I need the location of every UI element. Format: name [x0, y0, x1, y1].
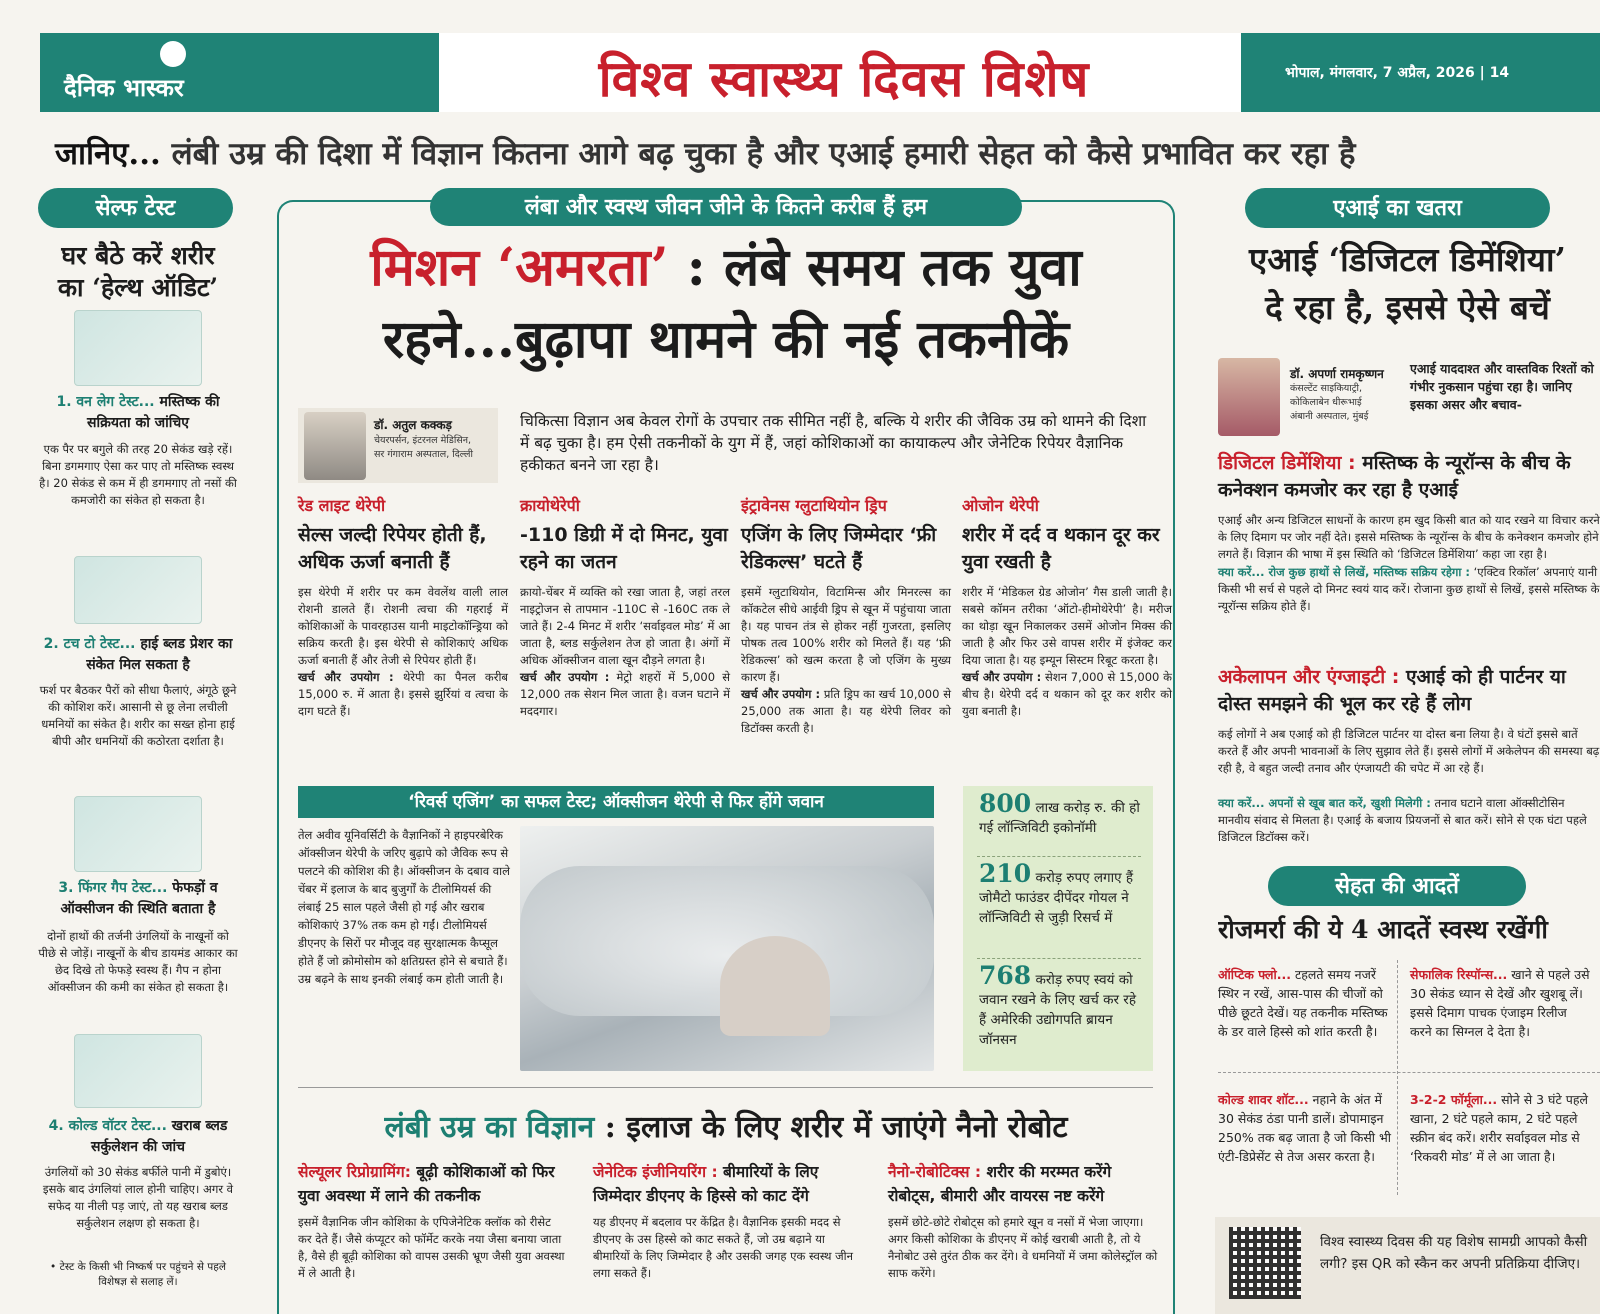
patient-shape [720, 936, 830, 1036]
doctor-photo [1218, 358, 1280, 436]
therapy-head: शरीर में दर्द व थकान दूर कर युवा रखती है [962, 524, 1160, 573]
therapy-cost: खर्च और उपयोग : मेट्रो शहरों में 5,000 से 12,000 तक सेशन मिल जाता है। वजन घटाने में मददगार। [520, 670, 730, 718]
test-body: दोनों हाथों की तर्जनी उंगलियों के नाखूनों को पीछे से जोड़ें। नाखूनों के बीच डायमंड आकार का छेद दिखे तो फेफड़े स्वस्थ हैं। गैप न होना ऑक्सीजन की कमी का संकेत हो सकता है। [38, 929, 238, 994]
page-title: विश्व स्वास्थ्य दिवस विशेष [598, 49, 1090, 108]
self-test-heading [38, 240, 238, 304]
headline-line-2: रहने...बुढ़ापा थामने की नई तकनीकें [382, 309, 1070, 370]
digital-dementia-action: क्या करें... रोज कुछ हाथों से लिखें, मस्तिष्क सक्रिय रहेगा : ‘एक्टिव रिकॉल’ अपनाएं यानी किसी भी सर्च से पहले दो मिनट स्वयं याद करें। रोजाना कुछ हाथों से लिखें, इससे मस्तिष्क के न्यूरॉन्स सक्रिय होते हैं। [1218, 565, 1600, 613]
therapy-tag: क्रायोथेरेपी [520, 496, 580, 515]
self-test-pill: सेल्फ टेस्ट [38, 188, 233, 228]
therapy-body: इसमें ग्लुटाथियोन, विटामिन्स और मिनरल्स का कॉकटेल सीधे आईवी ड्रिप से खून में पहुंचाया जाता है। यह पाचन तंत्र से होकर नहीं गुजरता, इसलिए पोषक तत्व 100% शरीर को मिलते हैं। यह ‘फ्री रेडिकल्स’ को खत्म करता है जो एजिंग के मुख्य कारण हैं। [741, 585, 951, 684]
test-body: उंगलियों को 30 सेकंड बर्फीले पानी में डुबोएं। इसके बाद उंगलियां लाल होनी चाहिए। अगर वे सफेद या नीली पड़ जाएं, तो यह खराब ब्लड सर्कुलेशन लक्षण हो सकता है। [42, 1165, 234, 1230]
test-title: 4. कोल्ड वॉटर टेस्ट... खराब ब्लड सर्कुलेशन की जांच [48, 1118, 228, 1155]
habit-item: कोल्ड शावर शॉट... नहाने के अंत में 30 सेकंड ठंडा पानी डालें। डोपामाइन 250% तक बढ़ जाता है जो किसी भी एंटी-डिप्रेसेंट से तेज असर करता है। [1218, 1092, 1392, 1164]
self-test-column [38, 188, 238, 1314]
therapy-tag: इंट्रावेनस ग्लुटाथियोन ड्रिप [741, 496, 887, 515]
doctor-name: डॉ. अपर्णा रामकृष्णन [1290, 367, 1384, 381]
masthead [40, 33, 1600, 112]
subhead-rest: लंबी उम्र की दिशा में विज्ञान कितना आगे बढ़ चुका है और एआई हमारी सेहत को कैसे प्रभावित कर रहा है [160, 136, 1356, 172]
digital-dementia-body: एआई और अन्य डिजिटल साधनों के कारण हम खुद किसी बात को याद रखने या विचार करने के लिए दिमाग पर जोर नहीं देते। इससे मस्तिष्क के न्यूरॉन्स के बीच के कनेक्शन कमजोर होने लगते हैं। विज्ञान की भाषा में इस स्थिति को ‘डिजिटल डिमेंशिया’ कहा जा रहा है। [1218, 513, 1600, 561]
test-title: 3. फिंगर गैप टेस्ट... फेफड़ों व ऑक्सीजन की स्थिति बताता है [58, 880, 218, 917]
self-test-heading-line-2: का ‘हेल्थ ऑडिट’ [57, 273, 219, 302]
ai-danger-pill: एआई का खतरा [1245, 188, 1550, 228]
therapy-head: सेल्स जल्दी रिपेयर होती हैं, अधिक ऊर्जा बनाती हैं [298, 524, 487, 573]
stat-divider [977, 856, 1141, 857]
masthead-title-box [435, 33, 1245, 112]
test-title: 1. वन लेग टेस्ट... मस्तिष्क की सक्रियता को जांचिए [56, 394, 220, 431]
feedback-text: विश्व स्वास्थ्य दिवस की यह विशेष सामग्री आपको कैसी लगी? इस QR को स्कैन कर अपनी प्रतिक्रिया दीजिए। [1320, 1234, 1588, 1272]
loneliness-body: कई लोगों ने अब एआई को ही डिजिटल पार्टनर या दोस्त बना लिया है। वे घंटों इससे बातें करते हैं और अपनी भावनाओं के लिए सुझाव लेते हैं। इससे लोगों में अकेलेपन की समस्या बढ़ रही है, वे बहुत जल्दी तनाव और एंग्जायटी की चपेट में आ रहे हैं। [1218, 727, 1600, 775]
subhead-lead: जानिए... [55, 136, 161, 172]
nano-body: यह डीएनए में बदलाव पर केंद्रित है। वैज्ञानिक इसकी मदद से डीएनए के उस हिस्से को काट सकते हैं, जो उम्र बढ़ाने या बीमारियों के लिए जिम्मेदार है और उसकी जगह एक स्वस्थ जीन लगा सकते हैं। [593, 1215, 853, 1280]
habit-item: 3-2-2 फॉर्मूला... सोने से 3 घंटे पहले खाना, 2 घंटे पहले काम, 2 घंटे पहले स्क्रीन बंद करें। शरीर सर्वाइवल मोड से ‘रिकवरी मोड’ में ले आ जाता है। [1410, 1092, 1588, 1164]
feedback-box [1215, 1217, 1600, 1314]
doctor-role: कंसल्टेंट साइकियाट्री, कोकिलाबेन धीरूभाई अंबानी अस्पताल, मुंबई [1290, 383, 1369, 422]
main-headline [277, 232, 1175, 376]
ai-headline: एआई ‘डिजिटल डिमेंशिया’ दे रहा है, इससे ऐसे बचें [1249, 240, 1566, 327]
doctor-role: चेयरपर्सन, इंटरनल मेडिसिन, सर गंगाराम अस्पताल, दिल्ली [374, 435, 473, 460]
digital-dementia-head: डिजिटल डिमेंशिया : मस्तिष्क के न्यूरॉन्स के बीच के कनेक्शन कमजोर कर रहा है एआई [1218, 452, 1571, 501]
nano-head: नैनो-रोबोटिक्स : शरीर की मरम्मत करेंगे रोबोट्स, बीमारी और वायरस नष्ट करेंगे [888, 1163, 1112, 1205]
therapy-ozone [962, 494, 1172, 720]
therapy-tag: ओजोन थेरेपी [962, 496, 1039, 515]
qr-code-icon[interactable] [1229, 1227, 1301, 1299]
reverse-aging-body: तेल अवीव यूनिवर्सिटी के वैज्ञानिकों ने हाइपरबेरिक ऑक्सीजन थेरेपी के जरिए बुढ़ापे को जैविक रूप से पलटने की कोशिश की है। ऑक्सीजन के दबाव वाले चेंबर में इलाज के बाद बुजुर्गों के टीलोमियर्स की लंबाई 25 साल पहले जैसी हो गई और खराब कोशिकाएं 37% तक कम हो गईं। टीलोमियर्स डीएनए के सिरों पर मौजूद वह सुरक्षात्मक कैप्सूल होते हैं जो क्रोमोसोम को क्षतिग्रस्त होने से बचाते हैं। उम्र बढ़ने के साथ इनकी लंबाई कम होती जाती है। [298, 828, 510, 986]
nano-column-reprogramming [298, 1160, 568, 1282]
finger-gap-illustration [74, 796, 202, 872]
therapy-red-light [298, 494, 508, 720]
therapy-cost: खर्च और उपयोग : सेशन 7,000 से 15,000 के बीच है। थेरेपी दर्द व थकान को दूर कर शरीर को युवा बनाती है। [962, 670, 1172, 718]
headline-red: मिशन ‘अमरता’ [370, 237, 669, 298]
therapy-head: -110 डिग्री में दो मिनट, युवा रहने का जतन [520, 524, 728, 573]
stat-item: 210 करोड़ रुपए लगाए हैं जोमैटो फाउंडर दीपेंदर गोयल ने लॉन्जिविटी से जुड़ी रिसर्च में [979, 859, 1134, 926]
loneliness-head: अकेलापन और एंग्जाइटी : एआई को ही पार्टनर या दोस्त समझने की भूल कर रहे हैं लोग [1218, 666, 1566, 715]
doctor-name: डॉ. अतुल कक्कड़ [374, 418, 452, 432]
self-test-heading-line-1: घर बैठे करें शरीर [61, 241, 215, 270]
nano-headline: लंबी उम्र का विज्ञान : इलाज के लिए शरीर में जाएंगे नैनो रोबोट [384, 1110, 1068, 1145]
sun-logo-icon [160, 41, 186, 67]
habit-divider [1218, 1072, 1600, 1073]
hyperbaric-chamber-photo [520, 826, 934, 1071]
footnote: • टेस्ट के किसी भी निष्कर्ष पर पहुंचने से पहले विशेषज्ञ से सलाह लें। [50, 1261, 226, 1288]
nano-head: सेल्यूलर रिप्रोग्रामिंग: बूढ़ी कोशिकाओं को फिर युवा अवस्था में लाने की तकनीक [298, 1163, 555, 1205]
habit-item: ऑप्टिक फ्लो... टहलते समय नजरें स्थिर न रखें, आस-पास की चीजों को पीछे छूटते देखें। यह तकनीक मस्तिष्क के डर वाले हिस्से को शांत करती है। [1218, 967, 1388, 1039]
touch-toe-illustration [74, 556, 202, 624]
headline-rest: : लंबे समय तक युवा [668, 237, 1082, 298]
section-divider [298, 1087, 1153, 1088]
doctor-card [298, 408, 498, 483]
intro-paragraph: चिकित्सा विज्ञान अब केवल रोगों के उपचार तक सीमित नहीं है, बल्कि ये शरीर की जैविक उम्र को थामने की दिशा में बढ़ चुका है। हम ऐसी तकनीकों के युग में हैं, जहां कोशिकाओं का कायाकल्प और जेनेटिक रिपेयर वैज्ञानिक हकीकत बनने जा रहा है। [520, 412, 1147, 474]
loneliness-action: क्या करें... अपनों से खूब बात करें, खुशी मिलेगी : तनाव घटाने वाला ऑक्सीटोसिन मानवीय संवाद से मिलता है। एआई के बजाय प्रियजनों से बात करें। सोने से एक घंटा पहले डिजिटल डिटॉक्स करें। [1218, 796, 1587, 844]
doctor-note: एआई याददाश्त और वास्तविक रिश्तों को गंभीर नुकसान पहुंचा रहा है। जानिए इसका असर और बचाव- [1410, 361, 1594, 412]
habit-item: सेफालिक रिस्पॉन्स... खाने से पहले उसे 30 सेकंड ध्यान से देखें और खुशबू लें। इससे दिमाग पाचक एंजाइम रिलीज करने का सिग्नल दे देता है। [1410, 967, 1590, 1039]
stat-item: 800 लाख करोड़ रु. की हो गई लॉन्जिविटी इकोनॉमी [979, 789, 1140, 836]
subhead [55, 132, 1600, 174]
therapy-tag: रेड लाइट थेरेपी [298, 496, 386, 515]
nano-body: इसमें छोटे-छोटे रोबोट्स को हमारे खून व नसों में भेजा जाएगा। अगर किसी कोशिका के डीएनए में कोई खराबी आती है, तो ये नैनोबोट उसे तुरंत ठीक कर देंगे। वे धमनियों में जमा कोलेस्ट्रॉल को साफ करेंगे। [888, 1215, 1158, 1280]
nano-body: इसमें वैज्ञानिक जीन कोशिका के एपिजेनेटिक क्लॉक को रीसेट कर देते हैं। जैसे कंप्यूटर को फॉर्मेट करके नया जैसा बनाया जाता है, वैसे ही बूढ़ी कोशिका को वापस उसकी भ्रूण जैसी युवा अवस्था में ले आती है। [298, 1215, 565, 1280]
cold-water-illustration [74, 1034, 202, 1108]
reverse-aging-banner: ‘रिवर्स एजिंग’ का सफल टेस्ट; ऑक्सीजन थेरेपी से फिर होंगे जवान [298, 786, 934, 818]
therapy-glutathione [741, 494, 951, 737]
therapy-cost: खर्च और उपयोग : प्रति ड्रिप का खर्च 10,000 से 25,000 तक आता है। यह थेरेपी लिवर को डिटॉक्स करती है। [741, 687, 951, 735]
stats-box [963, 786, 1153, 1071]
stat-divider [977, 958, 1141, 959]
habits-headline: रोजमर्रा की ये 4 आदतें स्वस्थ रखेंगी [1218, 915, 1548, 944]
logo [40, 33, 430, 112]
nano-head: जेनेटिक इंजीनियरिंग : बीमारियों के लिए जिम्मेदार डीएनए के हिस्से को काट देंगे [593, 1163, 819, 1205]
center-pill: लंबा और स्वस्थ जीवन जीने के कितने करीब हैं हम [430, 188, 1022, 226]
dateline: भोपाल, मंगलवार, 7 अप्रैल, 2026 | 14 [1285, 65, 1510, 81]
therapy-head: एजिंग के लिए जिम्मेदार ‘फ्री रेडिकल्स’ घटते हैं [741, 524, 937, 573]
stat-item: 768 करोड़ रुपए स्वयं को जवान रखने के लिए खर्च कर रहे हैं अमेरिकी उद्योगपति ब्रायन जॉनसन [979, 961, 1136, 1048]
one-leg-illustration [74, 310, 202, 386]
doctor-photo [304, 412, 366, 480]
habits-pill: सेहत की आदतें [1268, 866, 1526, 906]
test-title: 2. टच टो टेस्ट... हाई ब्लड प्रेशर का संकेत मिल सकता है [43, 636, 233, 673]
logo-text: दैनिक भास्कर [64, 73, 184, 102]
therapy-body: क्रायो-चेंबर में व्यक्ति को रखा जाता है, जहां तरल नाइट्रोजन से तापमान -110C से -160C तक ले जाते हैं। 2-4 मिनट में शरीर ‘सर्वाइवल मोड’ में आ जाता है, ब्लड सर्कुलेशन तेज हो जाता है। अंगों में अधिक ऑक्सीजन वाला खून दौड़ने लगता है। [520, 585, 730, 667]
therapy-body: शरीर में ‘मेडिकल ग्रेड ओजोन’ गैस डाली जाती है। सबसे कॉमन तरीका ‘ऑटो-हीमोथेरेपी’ है। मरीज का थोड़ा खून निकालकर उसमें ओजोन मिक्स की जाती है और फिर उसे वापस शरीर में इंजेक्ट कर दिया जाता है। यह इम्यून सिस्टम रिबूट करता है। [962, 585, 1172, 667]
test-body: फर्श पर बैठकर पैरों को सीधा फैलाएं, अंगूठे छूने की कोशिश करें। आसानी से छू लेना लचीली धमनियों का संकेत है। शरीर का सख्त होना हाई बीपी और धमनियों की कठोरता दर्शाता है। [39, 683, 237, 748]
nano-column-genetic [593, 1160, 863, 1282]
therapy-body: इस थेरेपी में शरीर पर कम वेवलेंथ वाली लाल रोशनी डालते हैं। रोशनी त्वचा की गहराई में कोशिकाओं के पावरहाउस यानी माइटोकॉन्ड्रिया को सक्रिय करती है। इस थेरेपी से कोशिकाएं अधिक ऊर्जा बनाती हैं और तेजी से रिपेयर होती हैं। [298, 585, 508, 667]
nano-column-robotics [888, 1160, 1158, 1282]
test-body: एक पैर पर बगुले की तरह 20 सेकंड खड़े रहें। बिना डगमगाए ऐसा कर पाए तो मस्तिष्क स्वस्थ है। 20 सेकंड से कम में ही डगमगाए तो नसों की कमजोरी का संकेत हो सकता है। [39, 442, 237, 507]
therapy-cryo [520, 494, 730, 720]
therapy-cost: खर्च और उपयोग : थेरेपी का पैनल करीब 15,000 रु. में आता है। इससे झुर्रियां व त्वचा के दाग घटते हैं। [298, 670, 508, 718]
